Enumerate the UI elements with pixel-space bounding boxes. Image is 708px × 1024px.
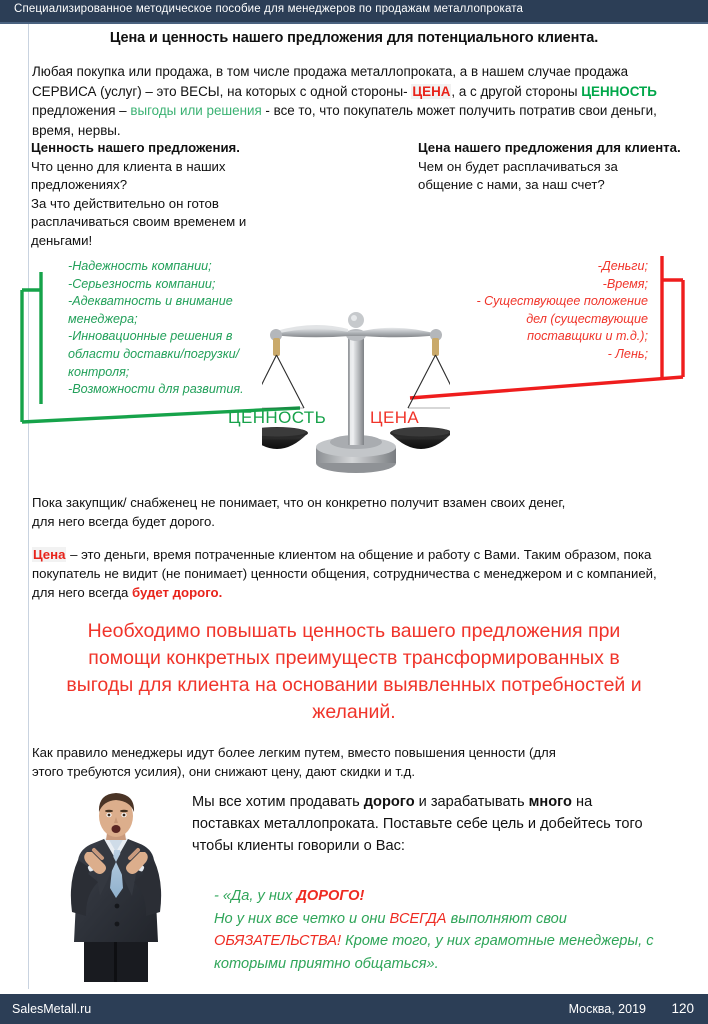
header-title: Специализированное методическое пособие для менеджеров по продажам металлопроката — [14, 3, 524, 15]
price-list-line-3: дел (существующие — [526, 311, 648, 326]
paragraph-b-price-word: Цена — [33, 547, 66, 562]
price-list-line-4: поставщики и т.д.); — [527, 329, 648, 344]
column-value-line2: предложениях? — [31, 177, 128, 193]
footer-site: SalesMetall.ru — [12, 1002, 92, 1016]
column-price — [418, 139, 688, 195]
value-list-line-0: -Надежность компании; — [68, 259, 212, 273]
footer-page-number: 120 — [671, 1001, 694, 1016]
quote-emphasis-vsegda: ВСЕГДА — [389, 910, 447, 927]
left-margin-rule — [28, 24, 29, 989]
bottom-text-3: на поставках металлопроката. Поставьте себе цель и добейтесь того чтобы клиенты говорили о Вас: — [192, 794, 643, 854]
scale-label-value: ЦЕННОСТЬ — [228, 408, 327, 427]
client-quote — [214, 885, 666, 975]
column-value — [31, 139, 361, 251]
price-list-line-5: - Лень; — [607, 346, 648, 361]
paragraph-b — [32, 545, 682, 602]
price-list-line-0: -Деньги; — [597, 259, 648, 273]
callout-line2: помощи конкретных преимуществ трансформированных в — [88, 647, 620, 669]
businessman-photo — [48, 790, 184, 982]
value-list-line-7: -Возможности для развития. — [68, 382, 244, 397]
price-list — [418, 258, 648, 364]
quote-line3: Кроме того, у них грамотные менеджеры, с которыми приятно общаться». — [214, 933, 654, 972]
value-list-line-5: области доставки/погрузки/ — [68, 346, 240, 361]
column-price-line2: общение с нами, за наш счет? — [418, 177, 605, 193]
footer-city-year: Москва, 2019 — [568, 1002, 646, 1016]
callout-line3: выгоды для клиента на основании выявленных потребностей и — [66, 674, 642, 696]
quote-line2a: Но у них все четко и они — [214, 910, 390, 927]
balance-scales-icon — [262, 305, 450, 475]
bottom-statement — [192, 791, 662, 857]
callout-line4: желаний. — [312, 701, 396, 723]
paragraph-c-line2: этого требуются усилия), они снижают цену, дают скидки и т.д. — [32, 764, 415, 779]
paragraph-c — [32, 743, 680, 781]
paragraph-b-text: – это деньги, время потраченные клиентом на общение и работу с Вами. Таким образом, пока покупатель не видит (не понимает) ценности общения, сотрудничества с менеджером и с компанией, для него всегда — [32, 547, 657, 600]
intro-price-word: ЦЕНА — [412, 83, 451, 99]
column-value-line3: За что действительно он готов — [31, 195, 219, 211]
quote-line2b: выполняют свои — [446, 910, 567, 927]
intro-value-word: ЦЕННОСТЬ — [581, 83, 657, 99]
header-accent-rule — [0, 22, 708, 24]
paragraph-c-line1: Как правило менеджеры идут более легким путем, вместо повышения ценности (для — [32, 745, 556, 760]
intro-text-2: , а с другой стороны — [451, 83, 582, 99]
quote-emphasis-obyazatelstva: ОБЯЗАТЕЛЬСТВА! — [214, 933, 342, 949]
paragraph-a-line1: Пока закупщик/ снабженец не понимает, что он конкретно получит взамен своих денег, — [32, 495, 566, 510]
intro-paragraph — [32, 62, 678, 140]
red-callout — [26, 618, 682, 726]
bottom-text-1: Мы все хотим продавать — [192, 794, 364, 810]
price-list-line-2: - Существующее положение — [476, 294, 648, 309]
intro-text-3: предложения – — [32, 103, 131, 118]
bottom-bold-mnogo: много — [528, 794, 572, 810]
column-price-heading: Цена нашего предложения для клиента. — [418, 140, 681, 155]
intro-text-1: Любая покупка или продажа, в том числе продажа металлопроката, а в нашем случае продажа СЕРВИСА (услуг) – это ВЕСЫ, на которых с одной стороны- — [32, 64, 629, 99]
value-list-line-2: -Адекватность и внимание — [68, 294, 233, 309]
value-list-line-6: контроля; — [68, 364, 130, 379]
intro-benefits-phrase: выгоды или решения — [130, 103, 262, 118]
column-value-line1: Что ценно для клиента в наших — [31, 158, 226, 174]
callout-line1: Необходимо повышать ценность вашего предложения при — [87, 620, 621, 642]
header-bar — [0, 0, 708, 22]
value-list-line-1: -Серьезность компании; — [68, 276, 216, 291]
value-list — [68, 258, 278, 399]
paragraph-a — [32, 493, 680, 531]
column-price-line1: Чем он будет расплачиваться за — [418, 158, 618, 174]
price-list-line-1: -Время; — [602, 276, 648, 291]
quote-prefix: - «Да, у них — [214, 888, 297, 904]
value-list-line-4: -Инновационные решения в — [68, 329, 233, 344]
quote-emphasis-dorogo: ДОРОГО! — [296, 888, 365, 904]
bottom-bold-dorogo: дорого — [363, 794, 415, 810]
column-value-heading: Ценность нашего предложения. — [31, 140, 240, 155]
value-list-line-3: менеджера; — [68, 311, 138, 326]
column-value-line5: деньгами! — [31, 232, 93, 248]
intro-text-4: - все то, что покупатель может получить потратив свои деньги, время, нервы. — [32, 103, 657, 138]
paragraph-b-emphasis: будет дорого. — [132, 585, 223, 600]
page-title: Цена и ценность нашего предложения для потенциального клиента. — [109, 30, 599, 46]
bottom-text-2: и зарабатывать — [414, 794, 529, 810]
paragraph-a-line2: для него всегда будет дорого. — [32, 514, 215, 529]
column-value-line4: расплачиваться своим временем и — [31, 214, 247, 230]
scale-label-price: ЦЕНА — [370, 408, 420, 427]
